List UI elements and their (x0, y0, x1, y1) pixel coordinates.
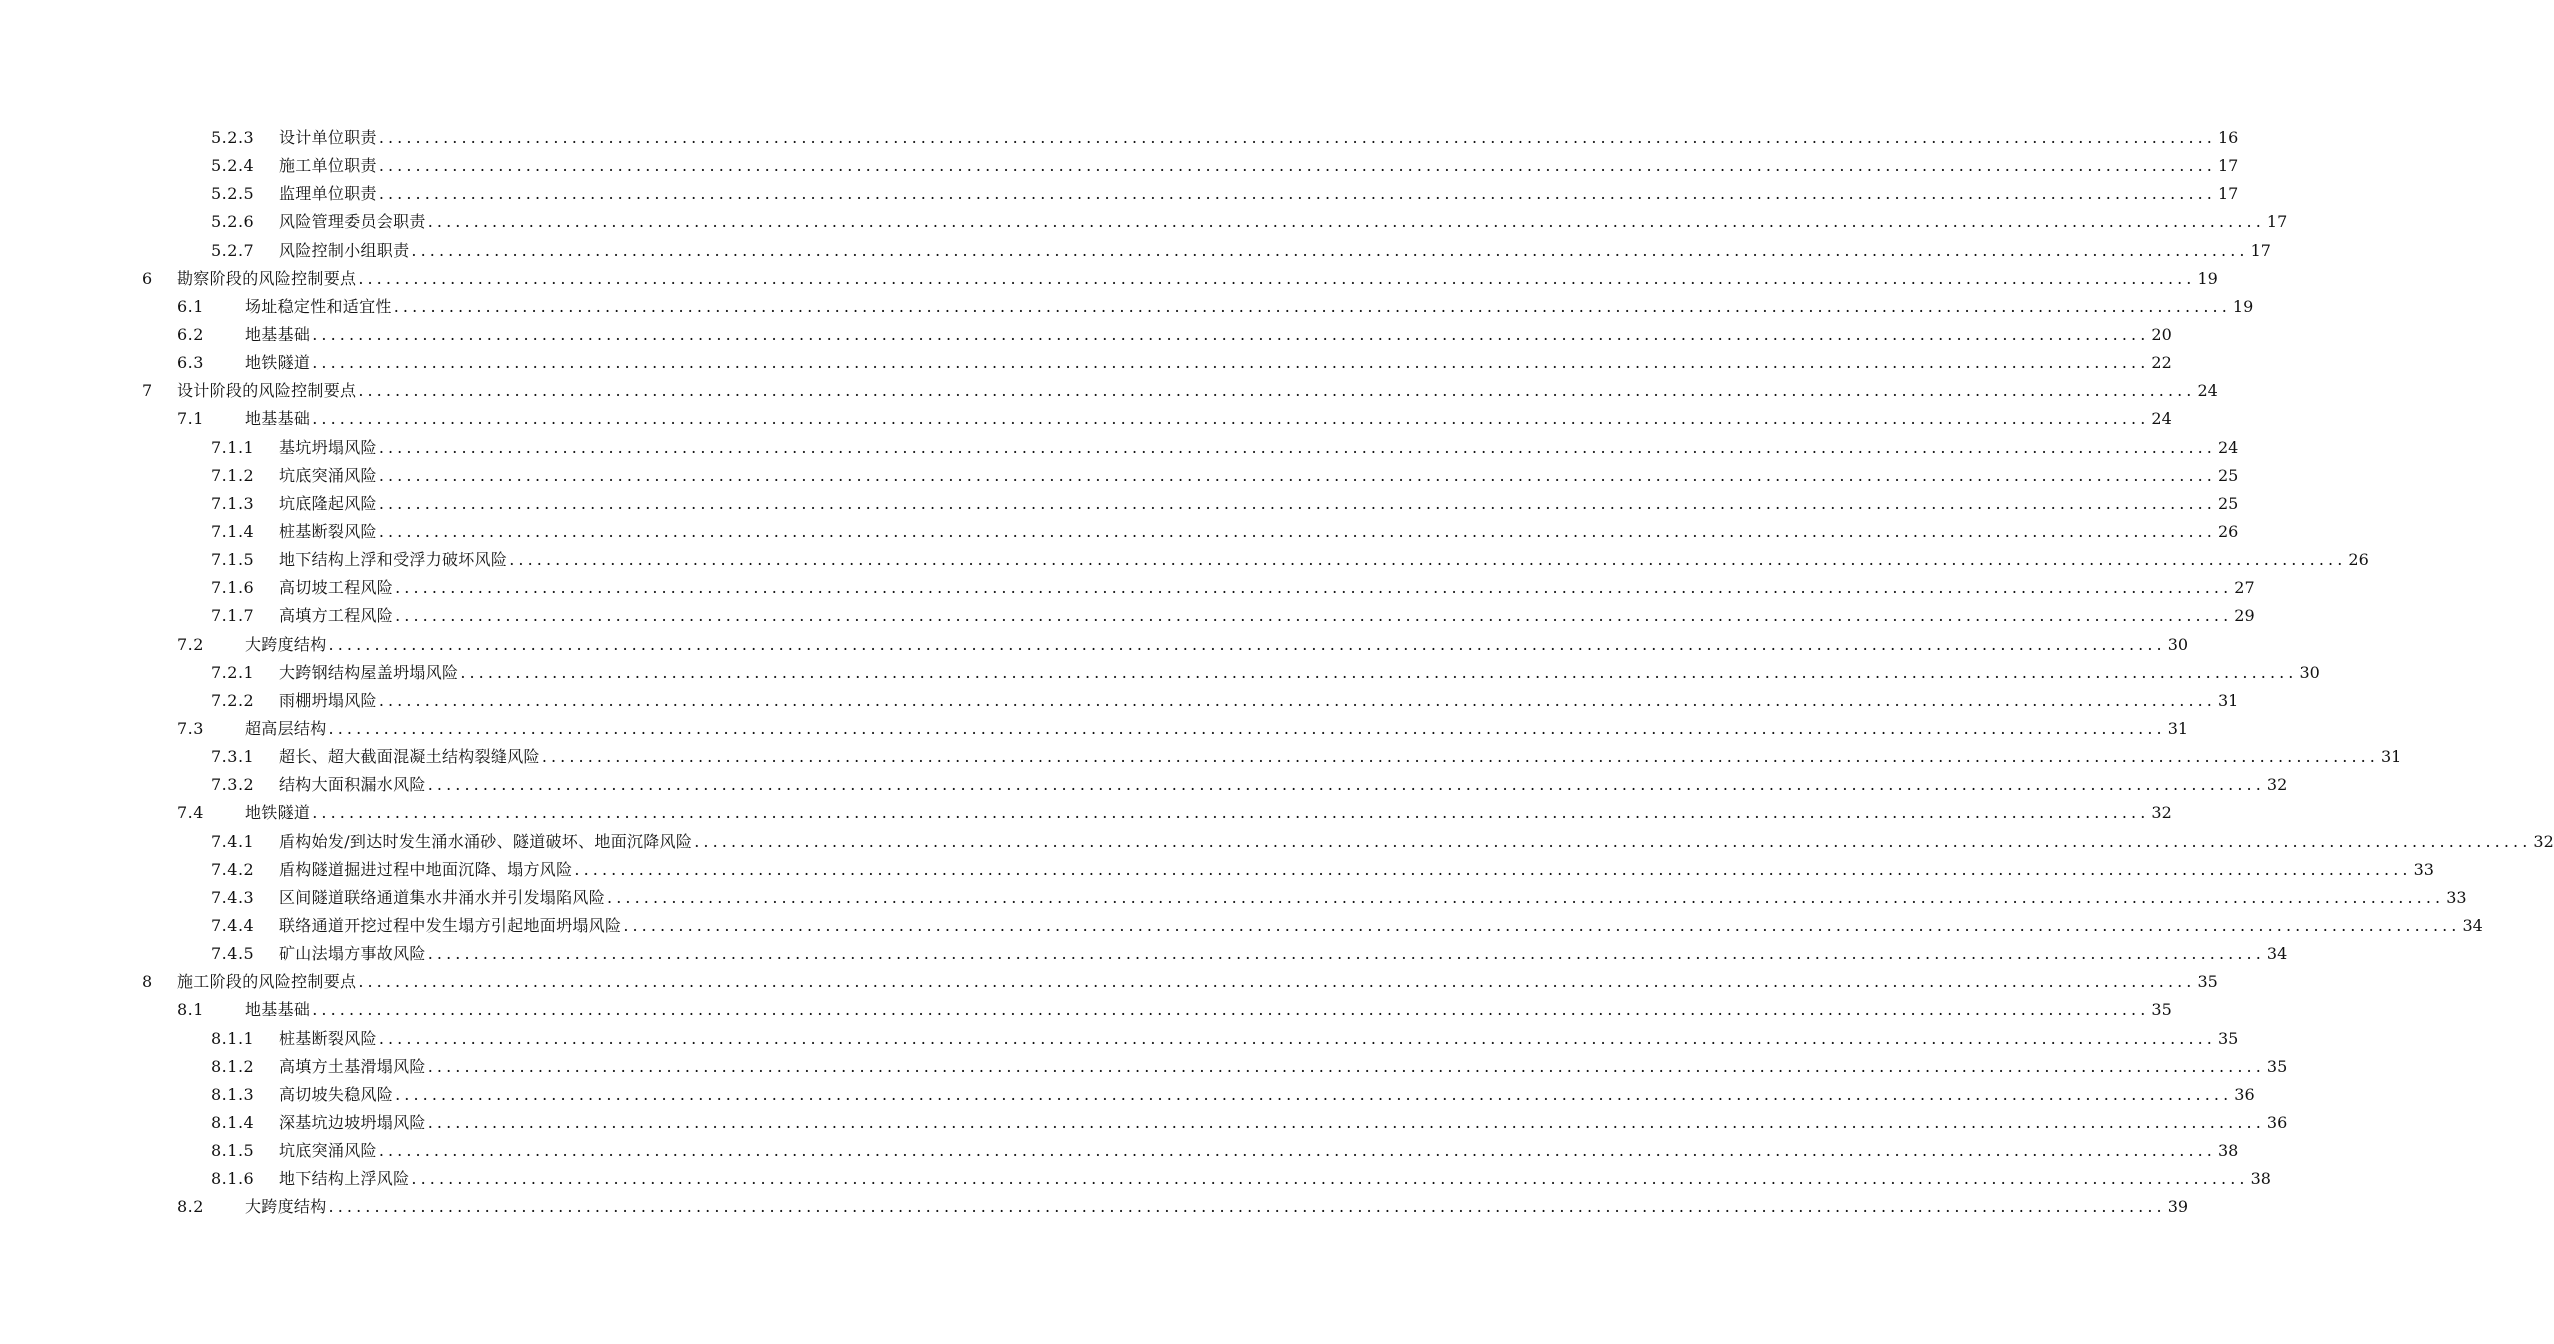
toc-entry-title: 雨棚坍塌风险 (279, 690, 377, 710)
toc-entry-number: 8.1.4 (211, 1112, 255, 1132)
toc-entry-title: 地下结构上浮风险 (279, 1169, 410, 1189)
toc-dot-leader: ........................................................................................................................................................................................................ (607, 887, 2445, 907)
toc-entry-title: 施工单位职责 (279, 156, 377, 176)
toc-entry-title: 场址稳定性和适宜性 (245, 296, 392, 316)
toc-dot-leader: ........................................................................................................................................................................................................ (312, 409, 2150, 429)
toc-entry-title: 超高层结构 (245, 718, 327, 738)
toc-entry-number: 7.4.1 (211, 831, 255, 851)
toc-entry[interactable] (0, 715, 2189, 743)
toc-entry[interactable] (0, 996, 2172, 1024)
toc-dot-leader: ........................................................................................................................................................................................................ (378, 156, 2216, 176)
toc-entry-number: 8.1.2 (211, 1056, 255, 1076)
toc-entry-title: 地基基础 (245, 1000, 311, 1020)
toc-entry[interactable] (0, 265, 2218, 293)
toc-entry-number: 7.1.5 (211, 550, 255, 570)
toc-dot-leader: ........................................................................................................................................................................................................ (378, 437, 2216, 457)
toc-entry-title: 联络通道开挖过程中发生塌方引起地面坍塌风险 (279, 915, 622, 935)
toc-entry-line (245, 799, 2172, 827)
toc-entry-number: 7.2 (177, 634, 204, 654)
toc-entry-page: 17 (2266, 212, 2288, 232)
toc-entry-line (279, 771, 2288, 799)
toc-entry-line (279, 180, 2239, 208)
toc-entry-line (279, 518, 2239, 546)
toc-entry-title: 地铁隧道 (245, 353, 311, 373)
toc-entry-title: 结构大面积漏水风险 (279, 775, 426, 795)
toc-entry-title: 超长、超大截面混凝土结构裂缝风险 (279, 747, 540, 767)
toc-entry-page: 26 (2218, 521, 2239, 541)
toc-entry-page: 34 (2462, 915, 2483, 935)
toc-entry-page: 16 (2218, 128, 2239, 147)
toc-entry-line (177, 265, 2218, 293)
toc-entry-title: 桩基断裂风险 (279, 1028, 377, 1048)
toc-entry-number: 7.1.4 (211, 521, 255, 541)
toc-entry[interactable] (0, 968, 2218, 996)
toc-entry-page: 35 (2266, 1056, 2288, 1076)
toc-entry-number: 6.1 (177, 296, 204, 316)
toc-entry-page: 34 (2266, 944, 2288, 964)
toc-entry-number: 6.3 (177, 353, 204, 373)
toc-entry-line (245, 293, 2254, 321)
toc-entry-page: 32 (2533, 831, 2554, 851)
toc-entry[interactable] (0, 687, 2239, 715)
toc-entry-title: 盾构隧道掘进过程中地面沉降、塌方风险 (279, 859, 573, 879)
toc-entry-number: 7.3.1 (211, 747, 255, 767)
toc-dot-leader: ........................................................................................................................................................................................................ (312, 1000, 2150, 1020)
toc-dot-leader: ........................................................................................................................................................................................................ (393, 296, 2231, 316)
toc-entry[interactable] (0, 152, 2239, 180)
toc-dot-leader: ........................................................................................................................................................................................................ (378, 465, 2216, 485)
toc-entry[interactable] (0, 462, 2239, 490)
toc-entry[interactable] (0, 546, 2369, 574)
toc-entry[interactable] (0, 912, 2483, 940)
toc-entry-line (279, 546, 2369, 574)
toc-entry-title: 监理单位职责 (279, 184, 377, 204)
toc-dot-leader: ........................................................................................................................................................................................................ (328, 1197, 2166, 1217)
toc-entry-page: 36 (2266, 1112, 2288, 1132)
toc-entry-line (279, 884, 2467, 912)
toc-entry-page: 24 (2151, 409, 2172, 429)
toc-entry-line (279, 490, 2239, 518)
toc-dot-leader: ........................................................................................................................................................................................................ (509, 550, 2347, 570)
toc-entry-page: 31 (2167, 718, 2189, 738)
toc-entry[interactable] (0, 631, 2189, 659)
toc-entry-page: 30 (2299, 662, 2320, 682)
toc-entry[interactable] (0, 1193, 2189, 1221)
toc-entry-number: 7.1.1 (211, 437, 255, 457)
toc-entry-line (279, 1025, 2239, 1053)
toc-entry[interactable] (0, 237, 2271, 265)
toc-entry[interactable] (0, 743, 2402, 771)
toc-entry-page: 25 (2218, 465, 2239, 485)
toc-dot-leader: ........................................................................................................................................................................................................ (427, 212, 2265, 232)
toc-entry-title: 地下结构上浮和受浮力破坏风险 (279, 550, 508, 570)
toc-dot-leader: ........................................................................................................................................................................................................ (358, 381, 2196, 401)
toc-entry-number: 7.1.2 (211, 465, 255, 485)
toc-entry-page: 31 (2381, 747, 2402, 767)
toc-entry-line (279, 828, 2554, 856)
toc-entry-number: 7.4 (177, 803, 204, 823)
toc-entry[interactable] (0, 828, 2554, 856)
toc-entry[interactable] (0, 1165, 2271, 1193)
toc-entry-number: 8.1.6 (211, 1169, 255, 1189)
toc-entry-number: 7.3 (177, 718, 204, 738)
toc-entry[interactable] (0, 434, 2239, 462)
toc-entry-title: 高切坡失稳风险 (279, 1084, 394, 1104)
toc-entry-title: 大跨度结构 (245, 1197, 327, 1217)
toc-dot-leader: ........................................................................................................................................................................................................ (328, 634, 2166, 654)
toc-entry-page: 33 (2413, 859, 2434, 879)
toc-entry-line (279, 434, 2239, 462)
toc-entry-number: 7.1.7 (211, 606, 255, 626)
toc-entry-title: 勘察阶段的风险控制要点 (177, 268, 357, 288)
toc-dot-leader: ........................................................................................................................................................................................................ (312, 324, 2150, 344)
toc-entry-page: 17 (2218, 156, 2239, 176)
toc-entry-page: 38 (2250, 1169, 2271, 1189)
toc-dot-leader: ........................................................................................................................................................................................................ (427, 1112, 2265, 1132)
toc-entry-title: 桩基断裂风险 (279, 521, 377, 541)
toc-entry-line (245, 1193, 2189, 1221)
toc-entry-page: 35 (2218, 1028, 2239, 1048)
toc-dot-leader: ........................................................................................................................................................................................................ (427, 944, 2265, 964)
toc-entry[interactable] (0, 518, 2239, 546)
toc-entry-number: 7.3.2 (211, 775, 255, 795)
toc-entry[interactable] (0, 771, 2288, 799)
toc-entry[interactable] (0, 1025, 2239, 1053)
toc-entry-title: 施工阶段的风险控制要点 (177, 972, 357, 992)
toc-dot-leader: ........................................................................................................................................................................................................ (411, 240, 2249, 260)
toc-entry-number: 7.1.6 (211, 578, 255, 598)
toc-entry-number: 8.1.1 (211, 1028, 255, 1048)
toc-entry-page: 24 (2218, 437, 2239, 457)
toc-entry-line (279, 1053, 2288, 1081)
toc-dot-leader: ........................................................................................................................................................................................................ (378, 521, 2216, 541)
toc-entry-title: 坑底突涌风险 (279, 465, 377, 485)
toc-entry-title: 地基基础 (245, 409, 311, 429)
toc-entry-number: 8.1 (177, 1000, 204, 1020)
toc-entry[interactable] (0, 293, 2254, 321)
toc-entry-page: 22 (2151, 353, 2172, 373)
toc-dot-leader: ........................................................................................................................................................................................................ (358, 268, 2196, 288)
toc-entry[interactable] (0, 799, 2172, 827)
toc-dot-leader: ........................................................................................................................................................................................................ (378, 184, 2216, 204)
toc-entry-line (245, 349, 2172, 377)
toc-entry-number: 7.4.2 (211, 859, 255, 879)
toc-entry-number: 5.2.7 (211, 240, 255, 260)
toc-entry-page: 19 (2197, 268, 2218, 288)
toc-entry-number: 6 (142, 268, 153, 288)
toc-dot-leader: ........................................................................................................................................................................................................ (312, 803, 2150, 823)
toc-dot-leader: ........................................................................................................................................................................................................ (378, 493, 2216, 513)
toc-entry-number: 7 (142, 381, 153, 401)
toc-entry[interactable] (0, 1053, 2288, 1081)
toc-entry-page: 32 (2266, 775, 2288, 795)
toc-entry-title: 深基坑边坡坍塌风险 (279, 1112, 426, 1132)
toc-dot-leader: ........................................................................................................................................................................................................ (328, 718, 2166, 738)
toc-dot-leader: ........................................................................................................................................................................................................ (427, 775, 2265, 795)
toc-entry[interactable] (0, 349, 2172, 377)
toc-entry-number: 5.2.6 (211, 212, 255, 232)
toc-entry-number: 7.4.3 (211, 887, 255, 907)
toc-entry-number: 5.2.4 (211, 156, 255, 176)
toc-entry-line (279, 462, 2239, 490)
toc-entry-line (245, 631, 2189, 659)
toc-entry-page: 35 (2197, 972, 2218, 992)
toc-entry-page: 17 (2250, 240, 2271, 260)
toc-entry-line (279, 1137, 2239, 1165)
toc-entry-title: 地基基础 (245, 324, 311, 344)
toc-entry-line (245, 715, 2189, 743)
toc-dot-leader: ........................................................................................................................................................................................................ (541, 747, 2379, 767)
toc-dot-leader: ........................................................................................................................................................................................................ (358, 972, 2196, 992)
toc-entry-line (279, 912, 2483, 940)
toc-entry-number: 5.2.5 (211, 184, 255, 204)
toc-entry-title: 矿山法塌方事故风险 (279, 944, 426, 964)
toc-entry-title: 风险控制小组职责 (279, 240, 410, 260)
toc-dot-leader: ........................................................................................................................................................................................................ (378, 128, 2216, 147)
toc-entry[interactable] (0, 602, 2255, 630)
toc-entry-line (279, 940, 2288, 968)
toc-entry-line (279, 1165, 2271, 1193)
toc-entry-number: 5.2.3 (211, 128, 255, 147)
toc-dot-leader: ........................................................................................................................................................................................................ (378, 1028, 2216, 1048)
toc-entry-number: 8.1.3 (211, 1084, 255, 1104)
toc-entry-line (279, 1109, 2288, 1137)
toc-entry[interactable] (0, 1137, 2239, 1165)
toc-entry-page: 31 (2218, 690, 2239, 710)
table-of-contents (0, 124, 2554, 1221)
toc-entry-line (279, 237, 2271, 265)
toc-entry[interactable] (0, 659, 2320, 687)
toc-entry[interactable] (0, 321, 2172, 349)
toc-entry-line (279, 124, 2239, 152)
toc-entry-line (177, 377, 2218, 405)
toc-entry-title: 坑底隆起风险 (279, 493, 377, 513)
toc-entry-line (279, 574, 2255, 602)
toc-entry-line (279, 743, 2402, 771)
toc-dot-leader: ........................................................................................................................................................................................................ (460, 662, 2298, 682)
toc-entry-number: 7.1 (177, 409, 204, 429)
toc-dot-leader: ........................................................................................................................................................................................................ (574, 859, 2412, 879)
toc-entry[interactable] (0, 180, 2239, 208)
toc-entry-page: 27 (2234, 578, 2255, 598)
toc-dot-leader: ........................................................................................................................................................................................................ (395, 578, 2233, 598)
toc-entry-title: 地铁隧道 (245, 803, 311, 823)
toc-entry-page: 33 (2446, 887, 2467, 907)
toc-entry-title: 设计单位职责 (279, 128, 377, 147)
toc-entry[interactable] (0, 856, 2434, 884)
toc-entry-line (279, 659, 2320, 687)
toc-entry-title: 风险管理委员会职责 (279, 212, 426, 232)
toc-entry[interactable] (0, 124, 2239, 152)
toc-entry-page: 26 (2348, 550, 2369, 570)
toc-entry-title: 大跨度结构 (245, 634, 327, 654)
toc-entry-title: 盾构始发/到达时发生涌水涌砂、隧道破坏、地面沉降风险 (279, 831, 693, 851)
toc-entry-title: 基坑坍塌风险 (279, 437, 377, 457)
toc-entry[interactable] (0, 208, 2288, 236)
toc-entry[interactable] (0, 1081, 2255, 1109)
toc-entry-page: 19 (2232, 296, 2254, 316)
toc-entry-line (279, 687, 2239, 715)
toc-entry-title: 区间隧道联络通道集水井涌水并引发塌陷风险 (279, 887, 606, 907)
toc-entry-page: 30 (2167, 634, 2189, 654)
toc-entry-page: 39 (2167, 1197, 2189, 1217)
toc-entry-line (177, 968, 2218, 996)
toc-entry-line (279, 208, 2288, 236)
toc-entry-page: 20 (2151, 324, 2172, 344)
toc-entry-number: 6.2 (177, 324, 204, 344)
toc-entry-line (279, 152, 2239, 180)
toc-entry-line (279, 602, 2255, 630)
toc-entry-title: 高填方工程风险 (279, 606, 394, 626)
toc-entry-line (245, 321, 2172, 349)
toc-entry-page: 25 (2218, 493, 2239, 513)
toc-entry-title: 坑底突涌风险 (279, 1141, 377, 1161)
toc-entry[interactable] (0, 1109, 2288, 1137)
toc-entry-number: 8.1.5 (211, 1141, 255, 1161)
toc-entry-page: 29 (2234, 606, 2255, 626)
toc-entry-number: 7.2.1 (211, 662, 255, 682)
toc-entry-line (245, 405, 2172, 433)
toc-dot-leader: ........................................................................................................................................................................................................ (395, 606, 2233, 626)
toc-entry-page: 24 (2197, 381, 2218, 401)
toc-entry-number: 7.4.4 (211, 915, 255, 935)
toc-entry-title: 大跨钢结构屋盖坍塌风险 (279, 662, 459, 682)
toc-entry[interactable] (0, 377, 2218, 405)
toc-entry-page: 38 (2218, 1141, 2239, 1161)
toc-dot-leader: ........................................................................................................................................................................................................ (312, 353, 2150, 373)
toc-dot-leader: ........................................................................................................................................................................................................ (378, 1141, 2216, 1161)
toc-entry[interactable] (0, 490, 2239, 518)
toc-entry-number: 8.2 (177, 1197, 204, 1217)
toc-dot-leader: ........................................................................................................................................................................................................ (411, 1169, 2249, 1189)
toc-entry-line (245, 996, 2172, 1024)
toc-dot-leader: ........................................................................................................................................................................................................ (623, 915, 2461, 935)
toc-dot-leader: ........................................................................................................................................................................................................ (427, 1056, 2265, 1076)
toc-entry-number: 7.1.3 (211, 493, 255, 513)
toc-dot-leader: ........................................................................................................................................................................................................ (378, 690, 2216, 710)
toc-entry-line (279, 1081, 2255, 1109)
toc-entry[interactable] (0, 940, 2288, 968)
toc-entry[interactable] (0, 405, 2172, 433)
toc-entry-title: 高填方土基滑塌风险 (279, 1056, 426, 1076)
toc-entry-page: 36 (2234, 1084, 2255, 1104)
toc-entry-title: 高切坡工程风险 (279, 578, 394, 598)
toc-dot-leader: ........................................................................................................................................................................................................ (694, 831, 2532, 851)
toc-entry[interactable] (0, 574, 2255, 602)
toc-entry-page: 32 (2151, 803, 2172, 823)
toc-entry-page: 35 (2151, 1000, 2172, 1020)
toc-entry-number: 8 (142, 972, 153, 992)
toc-entry-page: 17 (2218, 184, 2239, 204)
toc-entry-number: 7.4.5 (211, 944, 255, 964)
toc-entry-number: 7.2.2 (211, 690, 255, 710)
toc-entry[interactable] (0, 884, 2467, 912)
toc-entry-title: 设计阶段的风险控制要点 (177, 381, 357, 401)
toc-dot-leader: ........................................................................................................................................................................................................ (395, 1084, 2233, 1104)
toc-entry-line (279, 856, 2434, 884)
